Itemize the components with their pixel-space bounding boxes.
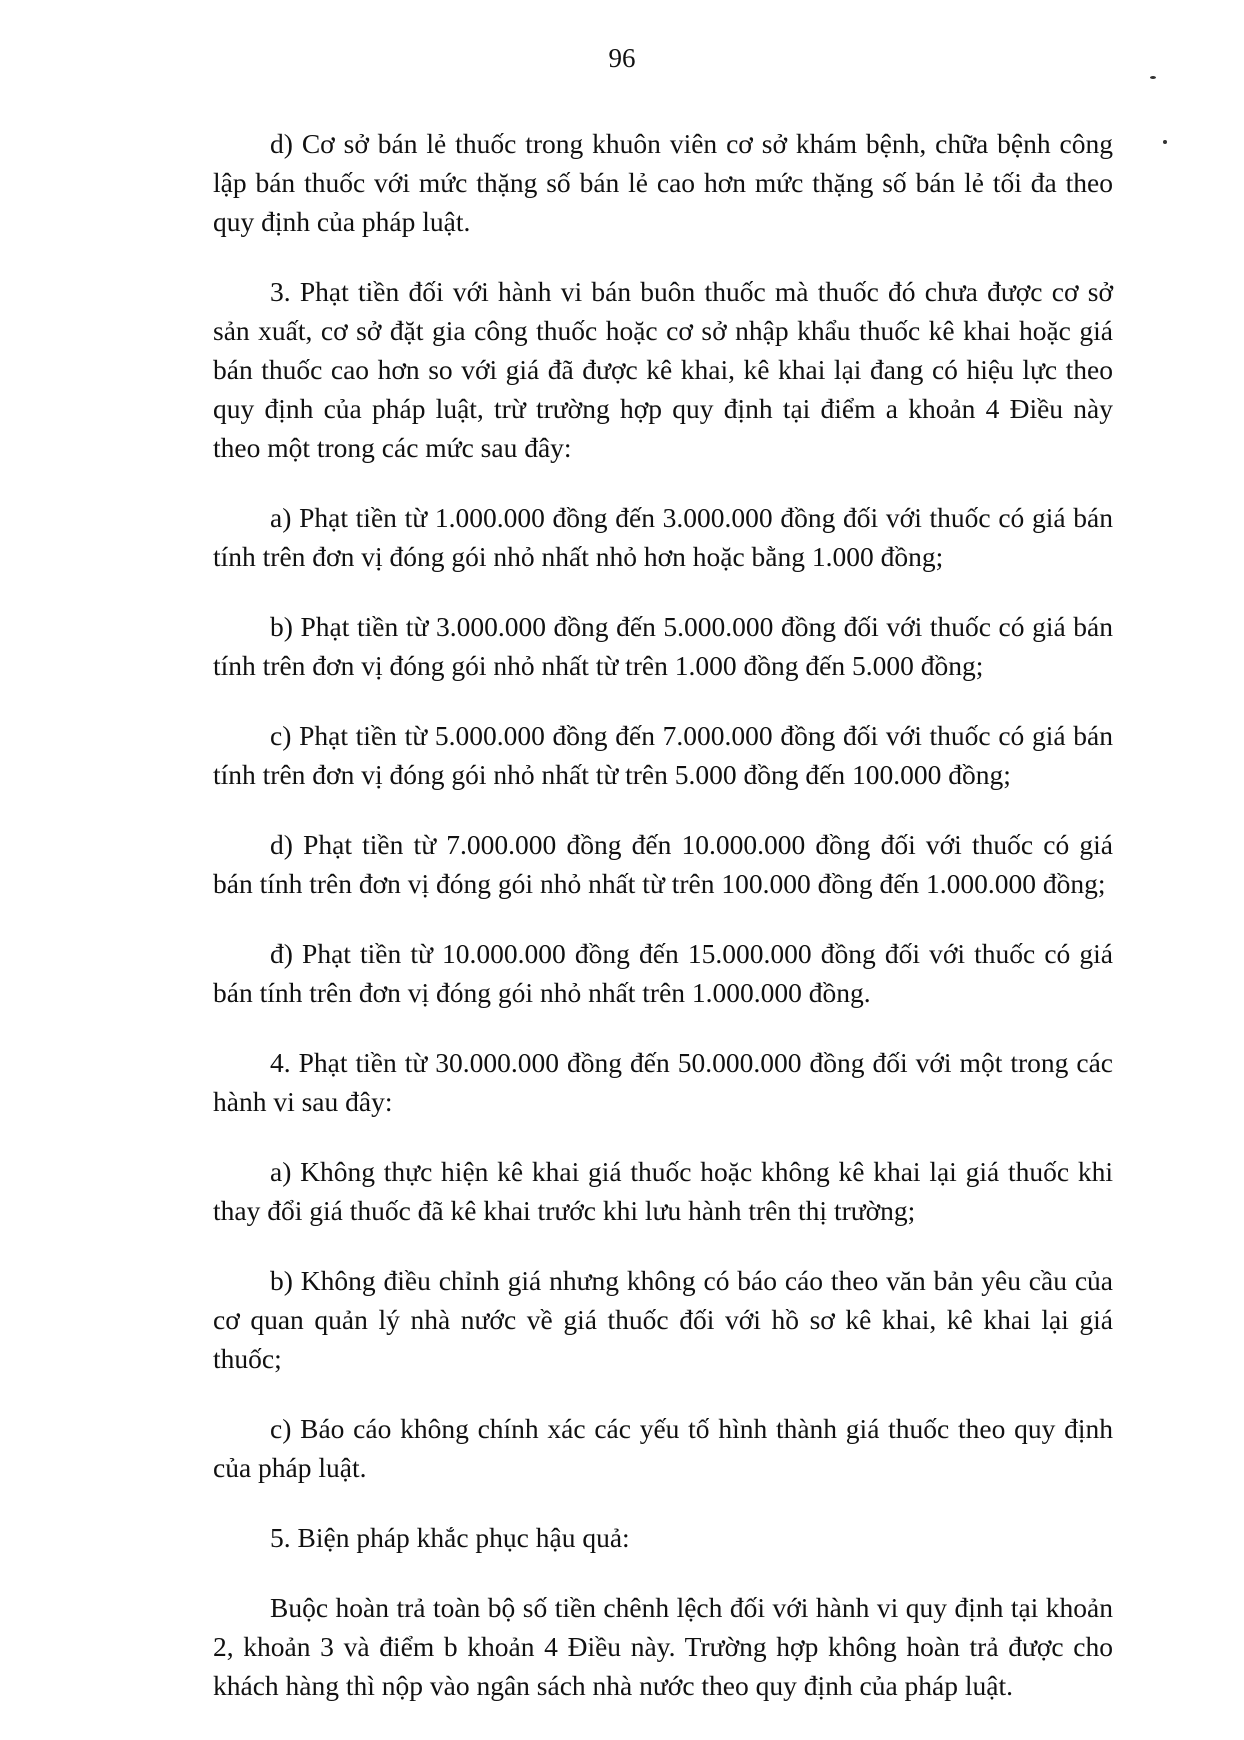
- paragraph-3b: b) Phạt tiền từ 3.000.000 đồng đến 5.000.000 đồng đối với thuốc có giá bán tính trên đơn vị đóng gói nhỏ nhất từ trên 1.000 đồng đến 5.000 đồng;: [213, 611, 1113, 681]
- paragraph-4c: c) Báo cáo không chính xác các yếu tố hình thành giá thuốc theo quy định của pháp luật.: [213, 1413, 1113, 1483]
- paragraph-4b: b) Không điều chỉnh giá nhưng không có báo cáo theo văn bản yêu cầu của cơ quan quản lý nhà nước về giá thuốc đối với hồ sơ kê khai, kê khai lại giá thuốc;: [213, 1265, 1113, 1374]
- paragraph-3d: d) Phạt tiền từ 7.000.000 đồng đến 10.000.000 đồng đối với thuốc có giá bán tính trên đơn vị đóng gói nhỏ nhất từ trên 100.000 đồng đến 1.000.000 đồng;: [213, 829, 1113, 899]
- paragraph-4a: a) Không thực hiện kê khai giá thuốc hoặc không kê khai lại giá thuốc khi thay đổi giá thuốc đã kê khai trước khi lưu hành trên thị trường;: [213, 1156, 1113, 1226]
- paragraph-3dd: đ) Phạt tiền từ 10.000.000 đồng đến 15.000.000 đồng đối với thuốc có giá bán tính trên đơn vị đóng gói nhỏ nhất trên 1.000.000 đồng.: [213, 938, 1113, 1008]
- paragraph-3c: c) Phạt tiền từ 5.000.000 đồng đến 7.000.000 đồng đối với thuốc có giá bán tính trên đơn vị đóng gói nhỏ nhất từ trên 5.000 đồng đến 100.000 đồng;: [213, 720, 1113, 790]
- paragraph-2d: d) Cơ sở bán lẻ thuốc trong khuôn viên cơ sở khám bệnh, chữa bệnh công lập bán thuốc với mức thặng số bán lẻ cao hơn mức thặng số bán lẻ tối đa theo quy định của pháp luật.: [213, 128, 1113, 237]
- page-number: 96: [608, 43, 636, 73]
- paragraph-3a: a) Phạt tiền từ 1.000.000 đồng đến 3.000.000 đồng đối với thuốc có giá bán tính trên đơn vị đóng gói nhỏ nhất nhỏ hơn hoặc bằng 1.000 đồng;: [213, 502, 1113, 572]
- document-body: [213, 124, 1113, 1705]
- scan-speck: [1150, 76, 1156, 79]
- paragraph-5-remedy: Buộc hoàn trả toàn bộ số tiền chênh lệch đối với hành vi quy định tại khoản 2, khoản 3 và điểm b khoản 4 Điều này. Trường hợp không hoàn trả được cho khách hàng thì nộp vào ngân sách nhà nước theo quy định của pháp luật.: [213, 1592, 1113, 1701]
- paragraph-5: 5. Biện pháp khắc phục hậu quả:: [270, 1522, 630, 1553]
- scan-speck: [1163, 140, 1167, 144]
- paragraph-4: 4. Phạt tiền từ 30.000.000 đồng đến 50.000.000 đồng đối với một trong các hành vi sau đây:: [213, 1047, 1113, 1117]
- paragraph-3: 3. Phạt tiền đối với hành vi bán buôn thuốc mà thuốc đó chưa được cơ sở sản xuất, cơ sở đặt gia công thuốc hoặc cơ sở nhập khẩu thuốc kê khai hoặc giá bán thuốc cao hơn so với giá đã được kê khai, kê khai lại đang có hiệu lực theo quy định của pháp luật, trừ trường hợp quy định tại điểm a khoản 4 Điều này theo một trong các mức sau đây:: [213, 276, 1113, 463]
